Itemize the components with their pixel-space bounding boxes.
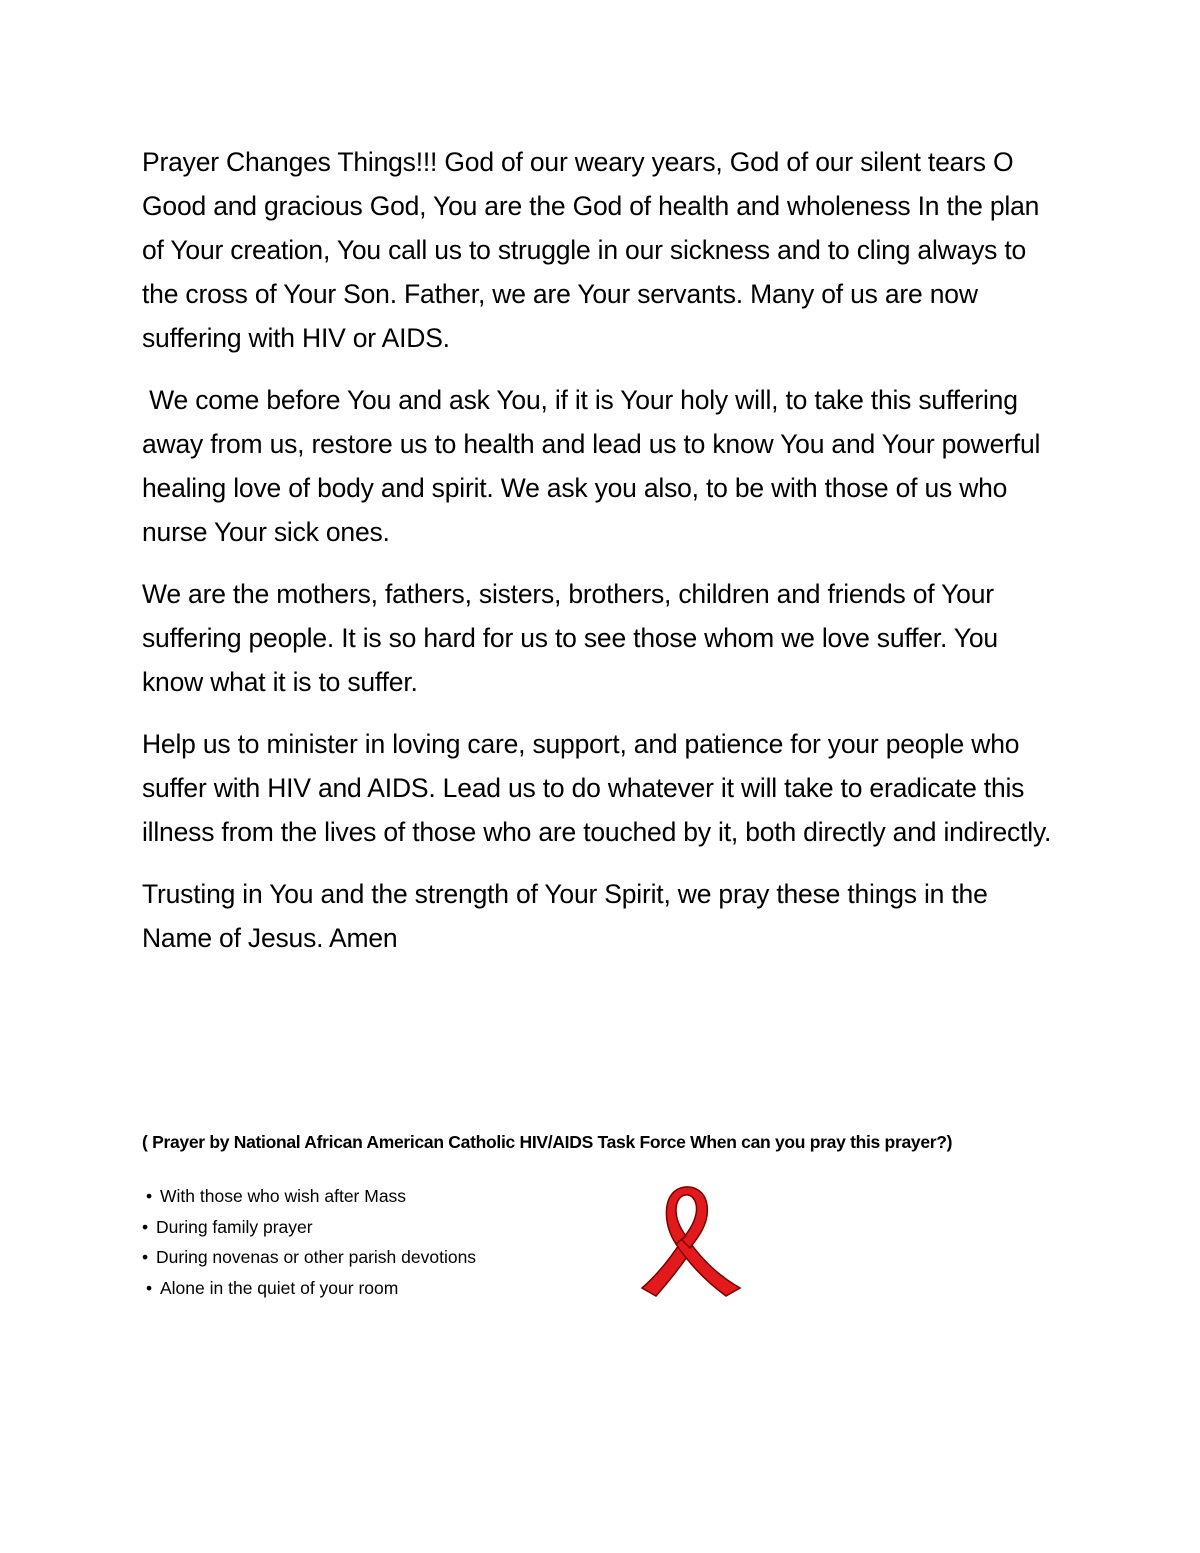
prayer-paragraph-4: Help us to minister in loving care, support, and patience for your people who suffer with HIV and AIDS. Lead us to do whatever it will take to eradicate this illness from the lives of those who are touched by it, both directly and indirectly. — [142, 729, 1052, 847]
bullet: • — [142, 1216, 149, 1237]
list-item — [142, 1273, 476, 1304]
prayer-credit: ( Prayer by National African American Catholic HIV/AIDS Task Force When can you pray this prayer?) — [142, 1132, 953, 1152]
list-item-text: With those who wish after Mass — [160, 1186, 407, 1206]
list-item-text: During family prayer — [156, 1216, 313, 1237]
bullet: • — [146, 1277, 153, 1298]
bullet: • — [146, 1186, 153, 1206]
prayer-paragraph-5: Trusting in You and the strength of Your Spirit, we pray these things in the Name of Jesus. Amen — [142, 879, 995, 953]
list-item — [142, 1181, 476, 1212]
prayer-paragraph-3: We are the mothers, fathers, sisters, brothers, children and friends of Your suffering people. It is so hard for us to see those whom we love suffer. You know what it is to suffer. — [142, 579, 1006, 697]
prayer-paragraph-2: We come before You and ask You, if it is Your holy will, to take this suffering away from us, restore us to health and lead us to know You and Your powerful healing love of body and spirit. We ask you also, to be with those of us who nurse Your sick ones. — [142, 385, 1048, 547]
prayer-body — [142, 140, 1062, 978]
prayer-occasions-list — [142, 1181, 476, 1303]
list-item-text: During novenas or other parish devotions — [156, 1247, 477, 1267]
red-ribbon-icon — [638, 1182, 744, 1298]
list-item — [142, 1242, 476, 1273]
list-item — [142, 1212, 476, 1243]
list-item-text: Alone in the quiet of your room — [160, 1277, 399, 1298]
prayer-paragraph-1: Prayer Changes Things!!! God of our weary years, God of our silent tears O Good and gracious God, You are the God of health and wholeness In the plan of Your creation, You call us to struggle in our sickness and to cling always to the cross of Your Son. Father, we are Your servants. Many of us are now suffering with HIV or AIDS. — [142, 147, 1047, 353]
bullet: • — [142, 1247, 149, 1267]
